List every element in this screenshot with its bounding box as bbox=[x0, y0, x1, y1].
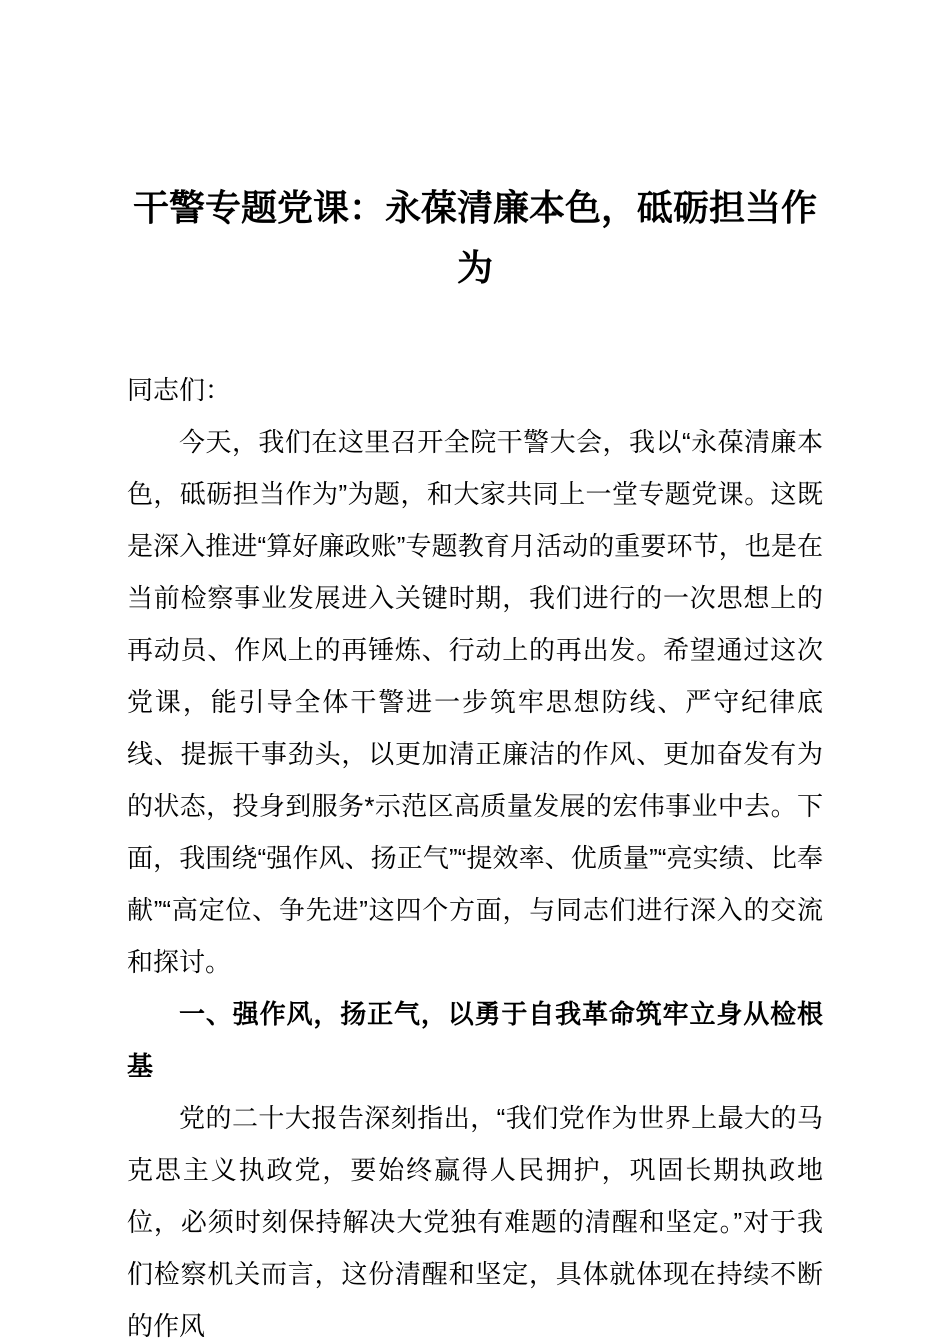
salutation: 同志们： bbox=[127, 375, 232, 405]
section-heading-1: 一、强作风，扬正气，以勇于自我革命筑牢立身从检根基 bbox=[127, 999, 823, 1081]
document-body bbox=[127, 364, 823, 1344]
paragraph-intro: 今天，我们在这里召开全院干警大会，我以“永葆清廉本色，砥砺担当作为”为题，和大家共同上一堂专题党课。这既是深入推进“算好廉政账”专题教育月活动的重要环节，也是在当前检察事业发展进入关键时期，我们进行的一次思想上的再动员、作风上的再锤炼、行动上的再出发。希望通过这次党课，能引导全体干警进一步筑牢思想防线、严守纪律底线、提振干事劲头，以更加清正廉洁的作风、更加奋发有为的状态，投身到服务*示范区高质量发展的宏伟事业中去。下面，我围绕“强作风、扬正气”“提效率、优质量”“亮实绩、比奉献”“高定位、争先进”这四个方面，与同志们进行深入的交流和探讨。 bbox=[127, 427, 823, 977]
document-title: 干警专题党课：永葆清廉本色，砥砺担当作为 bbox=[132, 188, 817, 288]
paragraph-section-1: 党的二十大报告深刻指出，“我们党作为世界上最大的马克思主义执政党，要始终赢得人民拥护，巩固长期执政地位，必须时刻保持解决大党独有难题的清醒和坚定。”对于我们检察机关而言，这份清醒和坚定，具体就体现在持续不断的作风 bbox=[127, 1103, 823, 1341]
